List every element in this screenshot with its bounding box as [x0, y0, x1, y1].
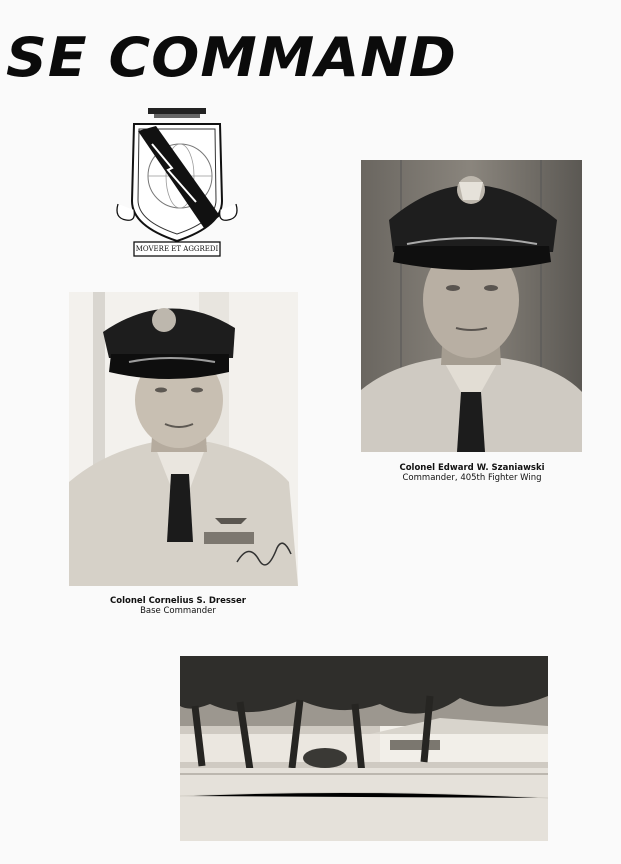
portrait-role: Commander, 405th Fighter Wing — [402, 473, 542, 483]
caption-szaniawski — [372, 463, 572, 483]
portrait-photo-szaniawski — [361, 160, 582, 452]
unit-crest-emblem — [112, 106, 242, 261]
crest-motto: MOVERE ET AGGREDI — [135, 245, 219, 253]
portrait-name: Colonel Edward W. Szaniawski — [399, 463, 545, 473]
portrait-name: Colonel Cornelius S. Dresser — [110, 596, 246, 606]
base-buildings-photo — [180, 656, 548, 841]
portrait-role: Base Commander — [140, 606, 216, 616]
page-title: SE COMMAND — [6, 26, 457, 89]
portrait-photo-dresser — [69, 292, 298, 586]
caption-dresser — [78, 596, 278, 616]
